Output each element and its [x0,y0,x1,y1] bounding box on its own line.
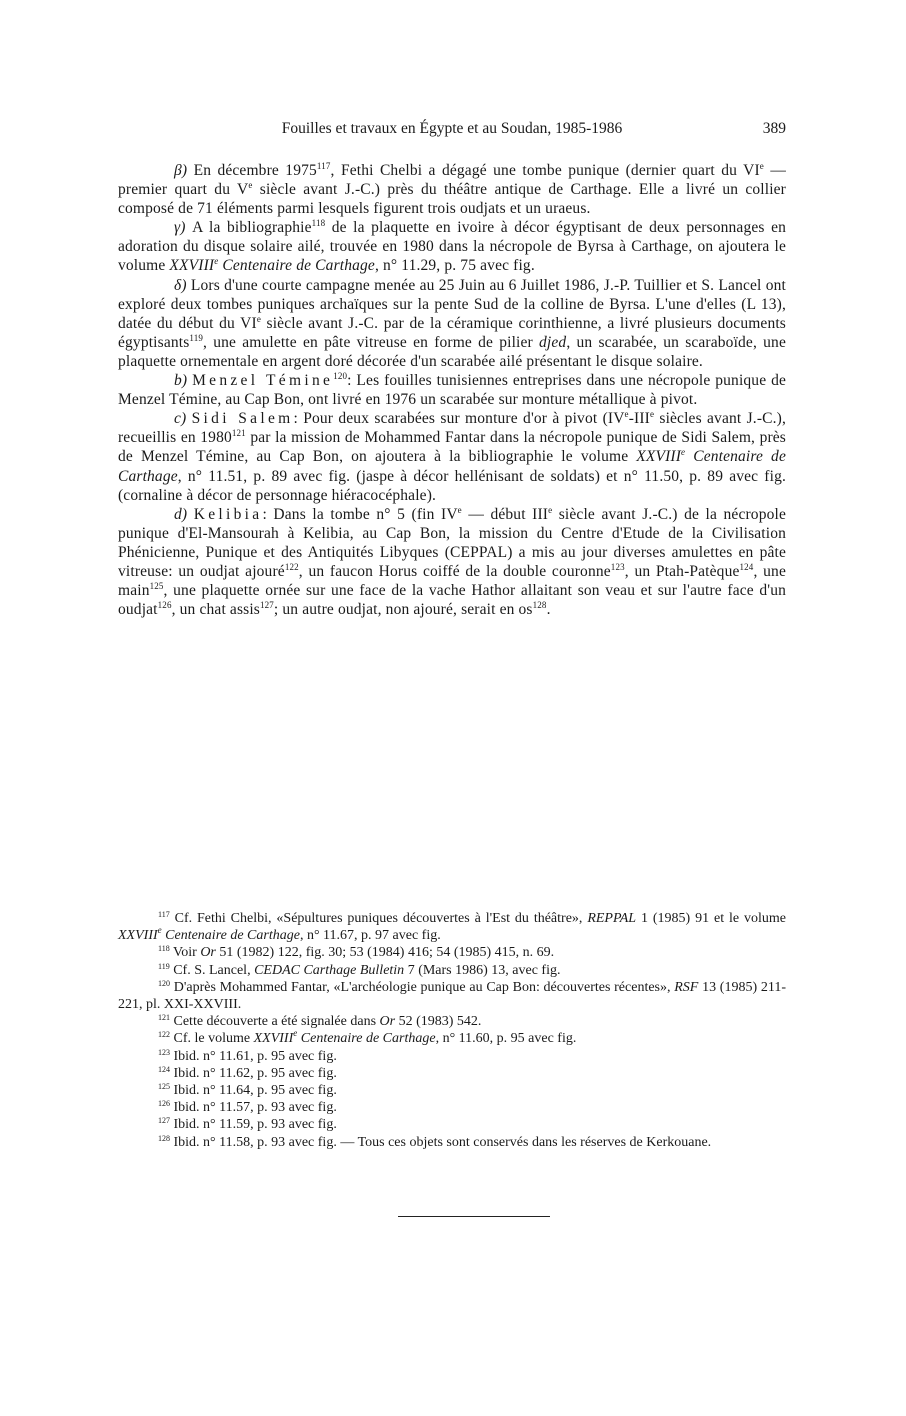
footnote-127: $^{127}$ Ibid. n° 11.59, p. 93 avec fig. [158,1116,337,1133]
footnote-number: 123 [158,1047,170,1057]
footnote-ref[interactable]: 120 [333,371,348,382]
footnote-number: 120 [158,978,170,988]
volume-title: XXVIIIe Centenaire de Carthage [118,447,786,485]
footnote-121: $^{121}$ Cette découverte a été signalée dans Or 52 (1983) 542. [158,1013,482,1030]
footnote-ref[interactable]: 119 [189,332,204,343]
main-text [118,161,786,619]
footnote-number: 122 [158,1030,170,1040]
term-djed: djed [539,333,567,351]
page-header [118,118,786,140]
paragraph-d: d) Kelibia: Dans la tombe n° 5 (fin IVe — début IIIe siècle avant J.-C.) de la nécropole punique d'El-Mansourah à Kelibia, au Cap Bon, la mission du Centre d'Etude de la Civilisation Phénicienne, Punique et des Antiquités Libyques (CEPPAL) a mis au jour diverses amulettes en pâte vitreuse: un oudjat ajouré$^{122}$, un faucon Horus coiffé de la double couronne$^{123}$, un Ptah-Patèque$^{124}$, une main$^{125}$, une plaquette ornée sur une face de la vache Hathor allaitant son veau et sur l'autre face d'un oudjat$^{126}$, un chat assis$^{127}$; un autre oudjat, non ajouré, serait en $os^{128}$. [118,504,786,619]
footnote-ref[interactable]: 126 [157,600,172,611]
footnotes [118,910,786,1151]
item-label: d) [174,505,188,523]
footnote-ref[interactable]: 127 [259,600,274,611]
running-title: Fouilles et travaux en Égypte et au Soudan, 1985-1986 [281,120,623,137]
footnote-ref[interactable]: 118 [311,218,326,229]
footnote-ref[interactable]: 121 [231,428,246,439]
footnote-118: $^{118}$ Voir Or 51 (1982) 122, fig. 30; 53 (1984) 416; 54 (1985) 415, n. 69. [158,944,555,961]
end-rule [398,1216,550,1217]
footnote-number: 127 [158,1116,170,1126]
item-label: γ) [174,219,186,237]
item-label: δ) [174,276,187,294]
footnote-ref[interactable]: 123 [610,561,625,572]
footnote-119: $^{119}$ Cf. S. Lancel, CEDAC Carthage Bulletin 7 (Mars 1986) 13, avec fig. [158,961,561,978]
footnote-number: 118 [158,944,170,954]
footnote-number: 124 [158,1064,170,1074]
footnote-122: $^{122}$ Cf. le volume XXVIIIe Centenaire de Carthage, n° 11.60, p. 95 avec fig. [158,1028,577,1047]
place-name: Sidi Salem [191,410,294,428]
footnote-ref[interactable]: 124 [739,561,754,572]
footnote-128: $^{128}$ Ibid. n° 11.58, p. 93 avec fig. — Tous ces objets sont conservés dans les réserves de Kerkouane. [158,1133,712,1150]
item-label: β) [174,162,188,179]
footnote-123: $^{123}$ Ibid. n° 11.61, p. 95 avec fig. [158,1047,337,1064]
place-name: Kelibia [193,505,263,523]
paragraph-beta: β) En décembre 1975$^{117}$, Fethi Chelbi a dégagé une tombe punique (dernier quart du VIe — premier quart du Ve siècle avant J.-C.) près du théâtre antique de Carthage. Elle a livré un collier composé de 71 éléments parmi lesquels figurent trois oudjats et un uraeus. [118,161,786,218]
footnote-number: 121 [158,1013,170,1023]
footnote-ref[interactable]: 117 [316,161,331,171]
footnote-ref[interactable]: 122 [284,561,299,572]
footnote-number: 128 [158,1133,170,1143]
footnote-126: $^{126}$ Ibid. n° 11.57, p. 93 avec fig. [158,1099,337,1116]
footnote-ref[interactable]: 128 [532,600,547,611]
item-label: b) [174,372,188,390]
footnote-number: 119 [158,961,170,971]
footnote-ref[interactable]: 125 [149,581,164,592]
item-label: c) [174,410,187,428]
volume-title: XXVIIIe Centenaire de Carthage [169,256,375,275]
paragraph-c: c) Sidi Salem: Pour deux scarabées sur monture d'or à pivot (IVe-IIIe siècles avant J.-C.), recueillis en 1980$^{121}$ par la mission de Mohammed Fantar dans la nécropole punique de Sidi Salem, près de Menzel Témine, au Cap Bon, on ajoutera à la bibliographie le volume XXVIIIe Centenaire de Carthage, n° 11.51, p. 89 avec fig. (jaspe à décor hellénisant de soldats) et n° 11.50, p. 89 avec fig. (cornaline à décor de personnage hiéracocéphale). [118,409,786,504]
footnote-120: $^{120}$ D'après Mohammed Fantar, «L'archéologie punique au Cap Bon: découvertes récentes», RSF 13 (1985) 211-221, pl. XXI-XXVIII. [118,978,786,1013]
paragraph-delta: δ) Lors d'une courte campagne menée au 25 Juin au 6 Juillet 1986, J.-P. Tuillier et S. Lancel ont exploré deux tombes puniques archaïques sur la pente Sud de la colline de Byrsa. L'une d'elles (L 13), datée du début du VIe siècle avant J.-C. par de la céramique corinthienne, a livré plusieurs documents égyptisants$^{119}$, une amulette en pâte vitreuse en forme de pilier djed, un scarabée, un scaraboïde, une plaquette ornementale en argent doré décorée d'un scarabée ailé présentant le disque solaire. [118,276,786,370]
footnote-124: $^{124}$ Ibid. n° 11.62, p. 95 avec fig. [158,1064,337,1081]
footnote-number: 117 [158,910,170,919]
footnote-number: 126 [158,1099,170,1109]
footnote-117: $^{117}$ Cf. Fethi Chelbi, «Sépultures puniques découvertes à l'Est du théâtre», REPPAL 1 (1985) 91 et le volume XXVIIIe Centenaire de Carthage, n° 11.67, p. 97 avec fig. [118,910,786,944]
place-name: Menzel Témine [192,372,334,390]
footnote-number: 125 [158,1082,170,1092]
page-number: 389 [762,120,786,137]
paragraph-gamma: γ) A la bibliographie$^{118}$ de la plaquette en ivoire à décor égyptisant de deux personnages en adoration du disque solaire ailé, trouvée en 1980 dans la nécropole de Byrsa à Carthage, on ajoutera le volume XXVIIIe Centenaire de Carthage, n° 11.29, p. 75 avec fig. [118,218,786,275]
paragraph-b: b) Menzel Témine$^{120}$: Les fouilles tunisiennes entreprises dans une nécropole punique de Menzel Témine, au Cap Bon, ont livré en 1976 un scarabée sur monture métallique à pivot. [118,371,787,409]
footnote-125: $^{125}$ Ibid. n° 11.64, p. 95 avec fig. [158,1082,337,1099]
